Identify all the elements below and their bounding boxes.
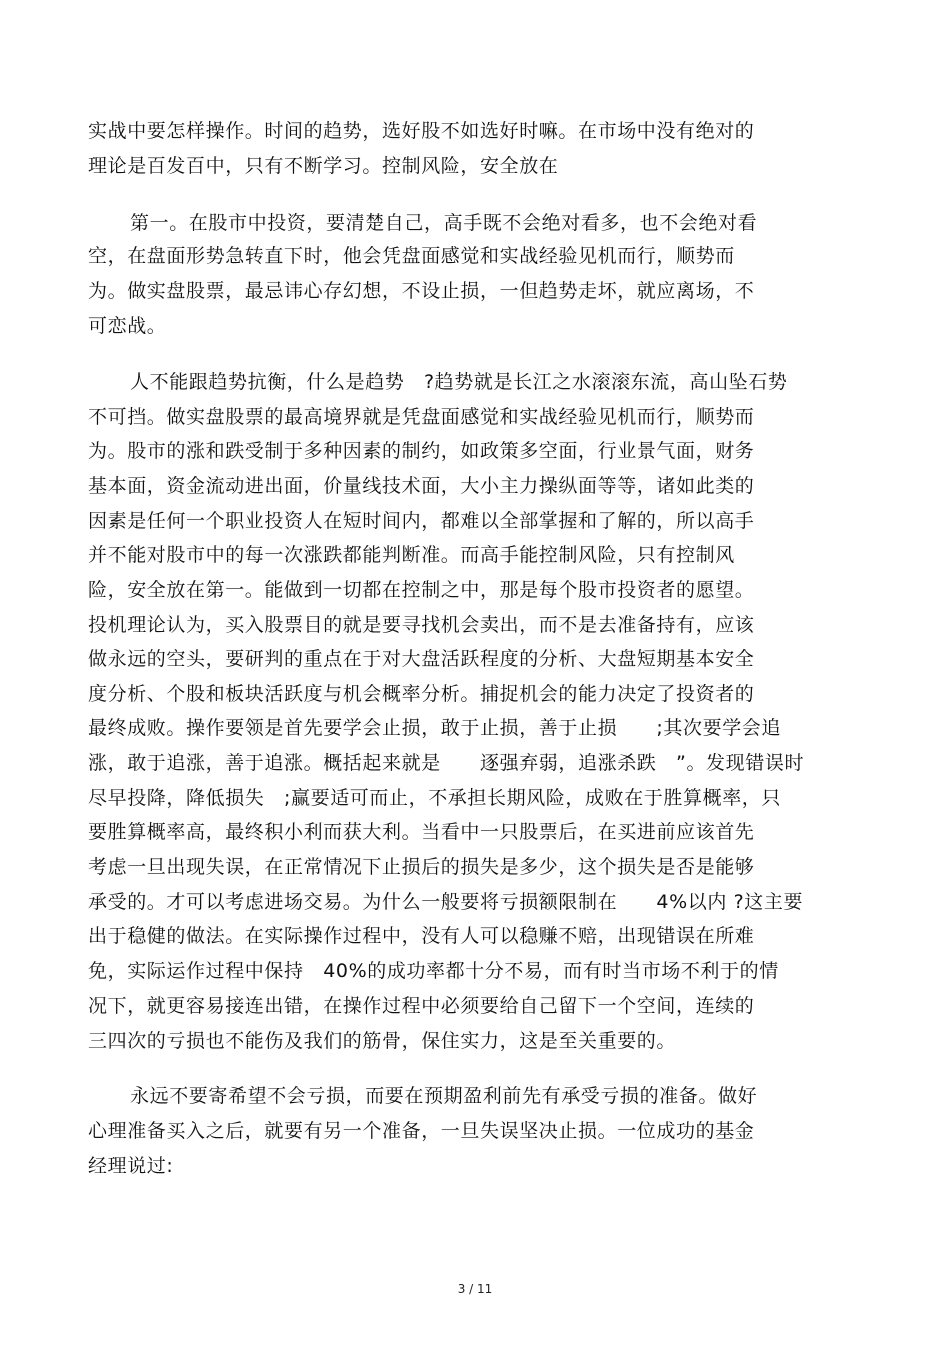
paragraph-3-line-3: 为。股市的涨和跌受制于多种因素的制约，如政策多空面，行业景气面，财务 <box>88 440 755 462</box>
paragraph-3-line-18: 免，实际运作过程中保持 40%的成功率都十分不易，而有时当市场不利于的情 <box>88 960 779 982</box>
paragraph-3-line-10: 度分析、个股和板块活跃度与机会概率分析。捕捉机会的能力决定了投资者的 <box>88 683 755 705</box>
paragraph-1-line-2: 理论是百发百中，只有不断学习。控制风险，安全放在 <box>88 155 559 177</box>
paragraph-2-line-1: 第一。在股市中投资，要清楚自己，高手既不会绝对看多，也不会绝对看 <box>130 212 758 234</box>
paragraph-3-line-12: 涨，敢于追涨，善于追涨。概括起来就是 逐强弃弱，追涨杀跌 ”。发现错误时 <box>88 752 805 774</box>
paragraph-3-line-11: 最终成败。操作要领是首先要学会止损，敢于止损，善于止损 ;其次要学会追 <box>88 717 782 739</box>
paragraph-2-line-2: 空，在盘面形势急转直下时，他会凭盘面感觉和实战经验见机而行，顺势而 <box>88 245 735 267</box>
paragraph-3-line-2: 不可挡。做实盘股票的最高境界就是凭盘面感觉和实战经验见机而行，顺势而 <box>88 406 755 428</box>
paragraph-3-line-14: 要胜算概率高，最终积小利而获大利。当看中一只股票后，在买进前应该首先 <box>88 821 755 843</box>
paragraph-3-line-6: 并不能对股市中的每一次涨跌都能判断准。而高手能控制风险，只有控制风 <box>88 544 735 566</box>
paragraph-3-line-17: 出于稳健的做法。在实际操作过程中，没有人可以稳赚不赔，出现错误在所难 <box>88 925 755 947</box>
paragraph-4-line-3: 经理说过: <box>88 1155 174 1177</box>
paragraph-3-line-20: 三四次的亏损也不能伤及我们的筋骨，保住实力，这是至关重要的。 <box>88 1030 677 1052</box>
paragraph-3-line-5: 因素是任何一个职业投资人在短时间内，都难以全部掌握和了解的，所以高手 <box>88 510 755 532</box>
paragraph-4-line-1: 永远不要寄希望不会亏损，而要在预期盈利前先有承受亏损的准备。做好 <box>130 1085 758 1107</box>
paragraph-3-line-1: 人不能跟趋势抗衡，什么是趋势 ?趋势就是长江之水滚滚东流，高山坠石势 <box>130 371 788 393</box>
paragraph-4-line-2: 心理准备买入之后，就要有另一个准备，一旦失误坚决止损。一位成功的基金 <box>88 1120 755 1142</box>
paragraph-3-line-15: 考虑一旦出现失误，在正常情况下止损后的损失是多少，这个损失是否是能够 <box>88 856 755 878</box>
page-number: 3 / 11 <box>457 1282 493 1296</box>
paragraph-2-line-4: 可恋战。 <box>88 315 167 337</box>
paragraph-3-line-16: 承受的。才可以考虑进场交易。为什么一般要将亏损额限制在 4%以内 ?这主要 <box>88 891 804 913</box>
paragraph-3-line-9: 做永远的空头，要研判的重点在于对大盘活跃程度的分析、大盘短期基本安全 <box>88 648 755 670</box>
paragraph-3-line-4: 基本面，资金流动进出面，价量线技术面，大小主力操纵面等等，诸如此类的 <box>88 475 755 497</box>
paragraph-3-line-8: 投机理论认为，买入股票目的就是要寻找机会卖出，而不是去准备持有，应该 <box>88 614 755 636</box>
paragraph-3-line-19: 况下，就更容易接连出错，在操作过程中必须要给自己留下一个空间，连续的 <box>88 995 755 1017</box>
paragraph-2-line-3: 为。做实盘股票，最忌讳心存幻想，不设止损，一但趋势走坏，就应离场，不 <box>88 280 755 302</box>
paragraph-3-line-7: 险，安全放在第一。能做到一切都在控制之中，那是每个股市投资者的愿望。 <box>88 579 755 601</box>
paragraph-3-line-13: 尽早投降，降低损失 ;赢要适可而止，不承担长期风险，成败在于胜算概率，只 <box>88 787 782 809</box>
paragraph-1-line-1: 实战中要怎样操作。时间的趋势，选好股不如选好时嘛。在市场中没有绝对的 <box>88 120 755 142</box>
